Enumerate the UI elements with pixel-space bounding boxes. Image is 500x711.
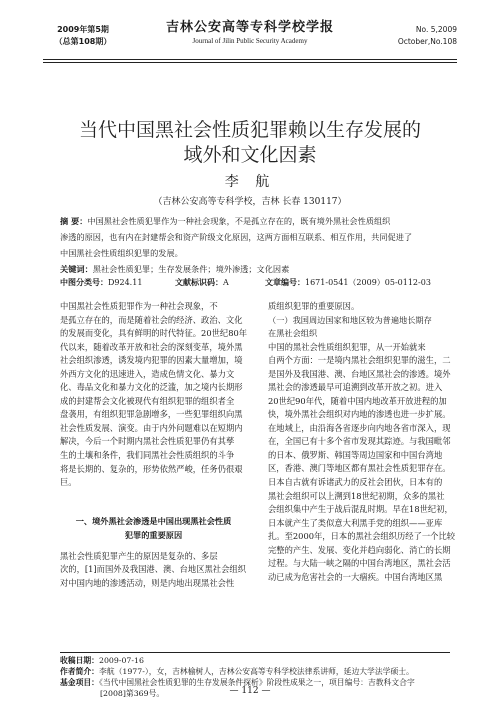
issue-total: （总第108期） <box>54 37 112 46</box>
body-line: 巨。 <box>60 477 77 488</box>
body-line: 外西方文化的迅速进入，造成色情文化、暴力文 <box>60 368 235 379</box>
subsection-heading: （一）我国周边国家和地区较为普遍地长期存 在黑社会组织 <box>268 314 432 339</box>
keywords-label: 关键词： <box>60 264 93 274</box>
document-code: 文献标识码：A <box>175 278 229 287</box>
journal-title-block <box>133 20 367 47</box>
body-line: 盘袭用，有组织犯罪急剧增多，一些犯罪组织向黑 <box>60 409 243 420</box>
body-line: 生的土壤和条件，我们同黑社会性质组织的斗争 <box>60 450 235 461</box>
fund-project: 基金项目：《当代中国黑社会性质犯罪的生存发展条件探析》阶段性成果之一，项目编号：吉教科文合字 <box>60 678 415 687</box>
body-line: 社会性质发展、演变。由于内外问题难以在短期内 <box>60 422 243 433</box>
body-line: 化、毒品文化和暴力文化的泛滥，加之境内长期形 <box>60 382 243 393</box>
abstract-line: 中国黑社会性质组织犯罪的发展。 <box>60 248 183 258</box>
issue-info-left <box>43 24 123 48</box>
body-line: 黑社会的渗透最早可追溯到改革开放之初。进入 <box>268 382 443 393</box>
section-heading: 一、境外黑社会渗透是中国出现黑社会性质 犯罪的重要原因 <box>75 515 232 540</box>
abstract-label: 摘 要： <box>60 216 88 226</box>
body-line: 黑社会组织可以上溯到18世纪初期，众多的黑社 <box>268 490 445 501</box>
issue-date-en: October,No.108 <box>397 37 457 46</box>
body-line: 社会组织渗透，诱发境内犯罪的因素大量增加，境 <box>60 355 243 366</box>
body-line: 日本就产生了类似意大利黑手党的组织——亚库 <box>268 517 443 528</box>
body-line: 日本自古就有诉诸武力的反社会团伙，日本有的 <box>268 477 443 488</box>
clc-number: 中图分类号：D924.11 <box>60 278 143 287</box>
footnote-rule <box>60 652 450 653</box>
body-line: 成的封建帮会文化被现代有组织犯罪的组织者全 <box>60 395 235 406</box>
body-line: 对中国内地的渗透活动，则是内地出现黑社会性 <box>60 577 235 588</box>
body-line: 区，香港、澳门等地区都有黑社会性质犯罪存在。 <box>268 463 451 474</box>
body-line: 扎。至2000年，日本的黑社会组织历经了一个比较 <box>268 531 456 542</box>
title-line-1: 当代中国黑社会性质犯罪赖以生存发展的 <box>78 119 421 141</box>
body-line: 完整的产生、发展、变化并趋向弱化、消亡的长期 <box>268 544 451 555</box>
body-line: 自两个方面：一是境内黑社会组织犯罪的滋生，二 <box>268 355 451 366</box>
body-line: 代以来，随着改革开放和社会的深刻变革，境外黑 <box>60 341 243 352</box>
body-column-left <box>60 300 247 590</box>
body-line: 黑社会性质犯罪产生的原因是复杂的、多层 <box>60 550 218 561</box>
spacer <box>60 490 247 514</box>
body-line: 质组织犯罪的重要原因。 <box>268 301 360 311</box>
keywords-text: 黑社会性质犯罪；生存发展条件；境外渗透；文化因素 <box>92 264 290 274</box>
author-bio: 作者简介：李航（1977-），女，吉林榆树人，吉林公安高等专科学校法律系讲师，延边大学法学硕士。 <box>60 667 414 676</box>
abstract <box>60 213 442 277</box>
body-line: 的日本、俄罗斯、韩国等周边国家和中国台湾地 <box>268 449 443 460</box>
article-title <box>40 118 460 168</box>
issue-info-right <box>367 24 457 48</box>
body-line: 是孤立存在的，而是随着社会的经济、政治、文化 <box>60 314 243 325</box>
body-line: 会组织集中产生于战后混乱时期。早在18世纪初， <box>268 504 453 515</box>
article-number: 文章编号：1671-0541（2009）05-0112-03 <box>265 278 431 287</box>
author-affiliation: （吉林公安高等专科学校，吉林 长春 130117） <box>153 197 347 207</box>
body-column-right <box>268 300 458 584</box>
body-line: 在，全国已有十多个省市发现其踪迹。与我国毗邻 <box>268 436 451 447</box>
body-line: 快，境外黑社会组织对内地的渗透也进一步扩展。 <box>268 409 451 420</box>
body-line: 中国黑社会性质犯罪作为一种社会现象，不 <box>60 301 218 311</box>
issue-number: 2009年第5期 <box>57 25 109 34</box>
body-line: 是国外及我国港、澳、台地区黑社会的渗透。境外 <box>268 368 451 379</box>
received-date: 收稿日期：2009-07-16 <box>60 656 144 665</box>
header-rule-thick <box>43 59 457 60</box>
fund-project-cont: [2008]第369号。 <box>100 689 165 698</box>
body-line: 次的，[1]而国外及我国港、澳、台地区黑社会组织 <box>60 564 246 575</box>
author-name: 李 航 <box>224 174 276 190</box>
journal-name: 吉林公安高等专科学校学报 <box>165 20 334 35</box>
abstract-line: 渗透的原因，也有内在封建帮会和资产阶级文化原因，这两方面相互联系、相互作用，共同促进了 <box>60 232 413 242</box>
journal-name-en: Journal of Jilin Public Security Academy <box>192 37 308 45</box>
body-line: 动已成为危害社会的一大痼疾。中国台湾地区黑 <box>268 571 443 582</box>
running-header <box>43 20 457 60</box>
body-line: 的发展而变化，具有鲜明的时代特征。20世纪80年 <box>60 328 247 339</box>
body-line: 在地域上，由沿海各省逐步向内地各省市深入，现 <box>268 422 451 433</box>
page-number: — 112 — <box>229 686 271 696</box>
body-line: 将是长期的、复杂的，形势依然严峻，任务仍很艰 <box>60 463 243 474</box>
title-line-2: 域外和文化因素 <box>183 144 317 166</box>
issue-number-en: No. 5,2009 <box>415 25 457 34</box>
body-line: 中国的黑社会性质组织犯罪，从一开始就来 <box>268 341 426 352</box>
body-line: 20世纪90年代，随着中国内地改革开放进程的加 <box>268 395 447 406</box>
spacer <box>60 542 247 550</box>
keywords <box>60 261 442 277</box>
header-rule-thin <box>43 62 457 63</box>
body-line: 过程。与大陆一峡之隔的中国台湾地区，黑社会活 <box>268 558 451 569</box>
abstract-line: 摘 要：中国黑社会性质犯罪作为一种社会现象，不是孤立存在的，既有境外黑社会性质组织 <box>60 216 391 226</box>
body-line: 解决，今后一个时期内黑社会性质犯罪仍有其孳 <box>60 436 235 447</box>
